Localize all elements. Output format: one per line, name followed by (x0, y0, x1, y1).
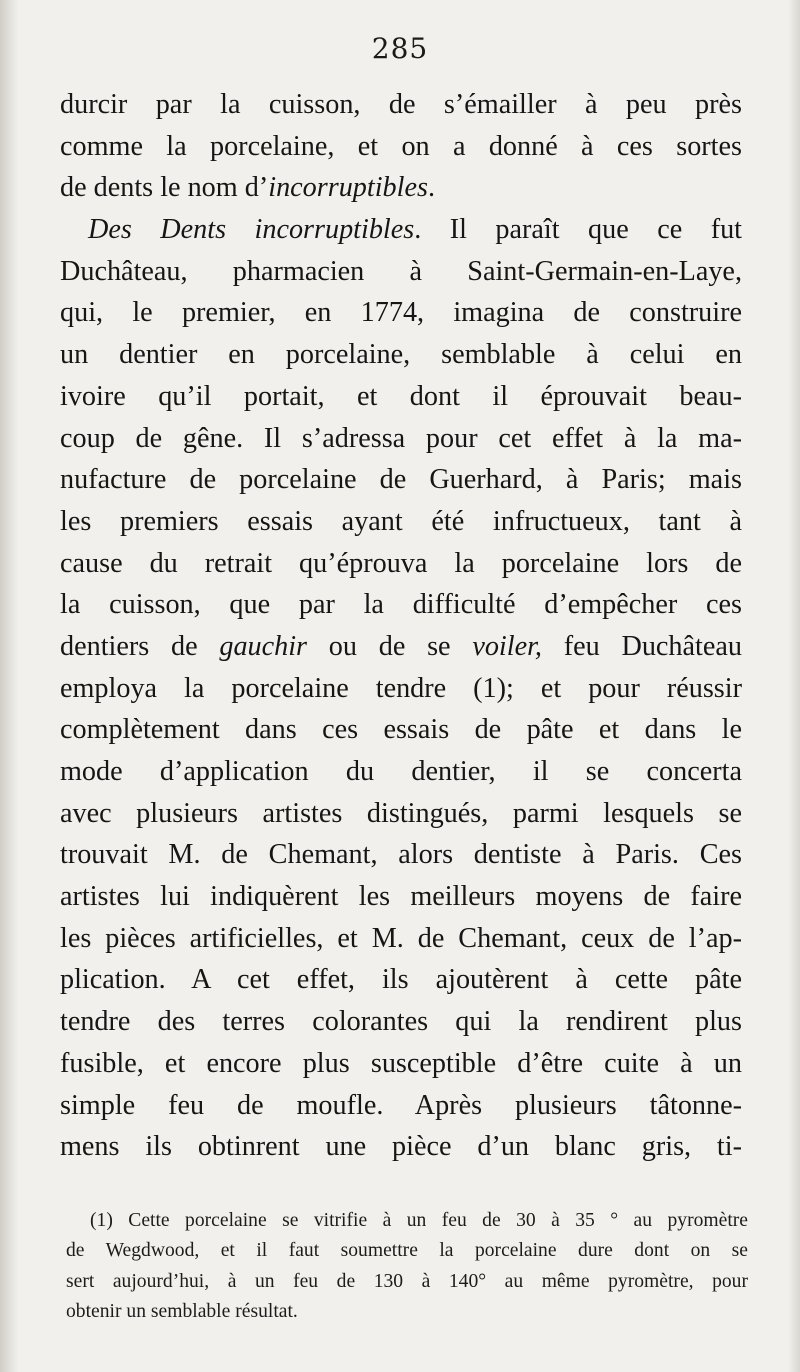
text-line: Duchâteau, pharmacien à Saint-Germain-en-Laye, (60, 255, 742, 287)
italic-term: voiler, (472, 630, 542, 662)
text-line: mode d’application du dentier, il se concerta (60, 756, 742, 787)
text-line: ivoire qu’il portait, et dont il éprouvait beau- (60, 380, 742, 412)
text-run: . (427, 172, 436, 204)
footnote-line: (1) Cette porcelaine se vitrifie à un feu de 30 à 35 ° au pyromètre (90, 1210, 748, 1231)
text-line: la cuisson, que par la difficulté d’empêcher ces (60, 589, 742, 621)
italic-term: gauchir (219, 630, 308, 662)
text-line (60, 167, 742, 209)
text-line: tendre des terres colorantes qui la rendirent plus (60, 1006, 742, 1038)
text-line: durcir par la cuisson, de s’émailler à peu près (60, 89, 742, 120)
section-heading-line (60, 209, 742, 251)
text-line: les premiers essais ayant été infructueux, tant à (60, 505, 742, 537)
text-line: comme la porcelaine, et on a donné à ces sortes (60, 130, 742, 162)
text-run: . Il paraît que ce fut (414, 214, 743, 246)
footnote-line: sert aujourd’hui, à un feu de 130 à 140° au même pyromètre, pour (66, 1270, 748, 1292)
text-line (60, 626, 742, 668)
text-line: avec plusieurs artistes distingués, parmi lesquels se (60, 797, 742, 829)
page-edge-shadow (788, 0, 800, 1372)
text-run: ou de se (307, 630, 473, 662)
text-run: feu Duchâteau (541, 630, 742, 662)
text-line: artistes lui indiquèrent les meilleurs moyens de faire (60, 881, 742, 913)
text-line: trouvait M. de Chemant, alors dentiste à Paris. Ces (60, 839, 742, 871)
text-line: nufacture de porcelaine de Guerhard, à Paris; mais (60, 464, 742, 496)
section-heading: Des Dents incorruptibles (88, 214, 415, 246)
text-line: les pièces artificielles, et M. de Chemant, ceux de l’ap- (60, 922, 742, 954)
italic-term: incorruptibles (268, 172, 428, 204)
text-line: un dentier en porcelaine, semblable à celui en (60, 339, 742, 371)
text-line: mens ils obtinrent une pièce d’un blanc gris, ti- (60, 1131, 742, 1163)
text-line: coup de gêne. Il s’adressa pour cet effet à la ma- (60, 422, 742, 454)
text-line: employa la porcelaine tendre (1); et pour réussir (60, 672, 742, 704)
text-line: complètement dans ces essais de pâte et dans le (60, 714, 742, 746)
text-run: dentiers de (60, 630, 220, 662)
footnote-line: obtenir un semblable résultat. (66, 1300, 298, 1322)
footnote-line: de Wegdwood, et il faut soumettre la porcelaine dure dont on se (66, 1240, 748, 1262)
text-line: cause du retrait qu’éprouva la porcelaine lors de (60, 547, 742, 579)
footnote (66, 1206, 748, 1327)
page-gutter-shadow (0, 0, 18, 1372)
text-line: fusible, et encore plus susceptible d’être cuite à un (60, 1047, 742, 1079)
text-line: qui, le premier, en 1774, imagina de construire (60, 297, 742, 329)
main-text (60, 84, 742, 1168)
text-run: de dents le nom d’ (60, 172, 269, 204)
text-line: plication. A cet effet, ils ajoutèrent à cette pâte (60, 964, 742, 996)
page-number: 285 (371, 32, 429, 65)
text-line: simple feu de moufle. Après plusieurs tâtonne- (60, 1089, 742, 1121)
